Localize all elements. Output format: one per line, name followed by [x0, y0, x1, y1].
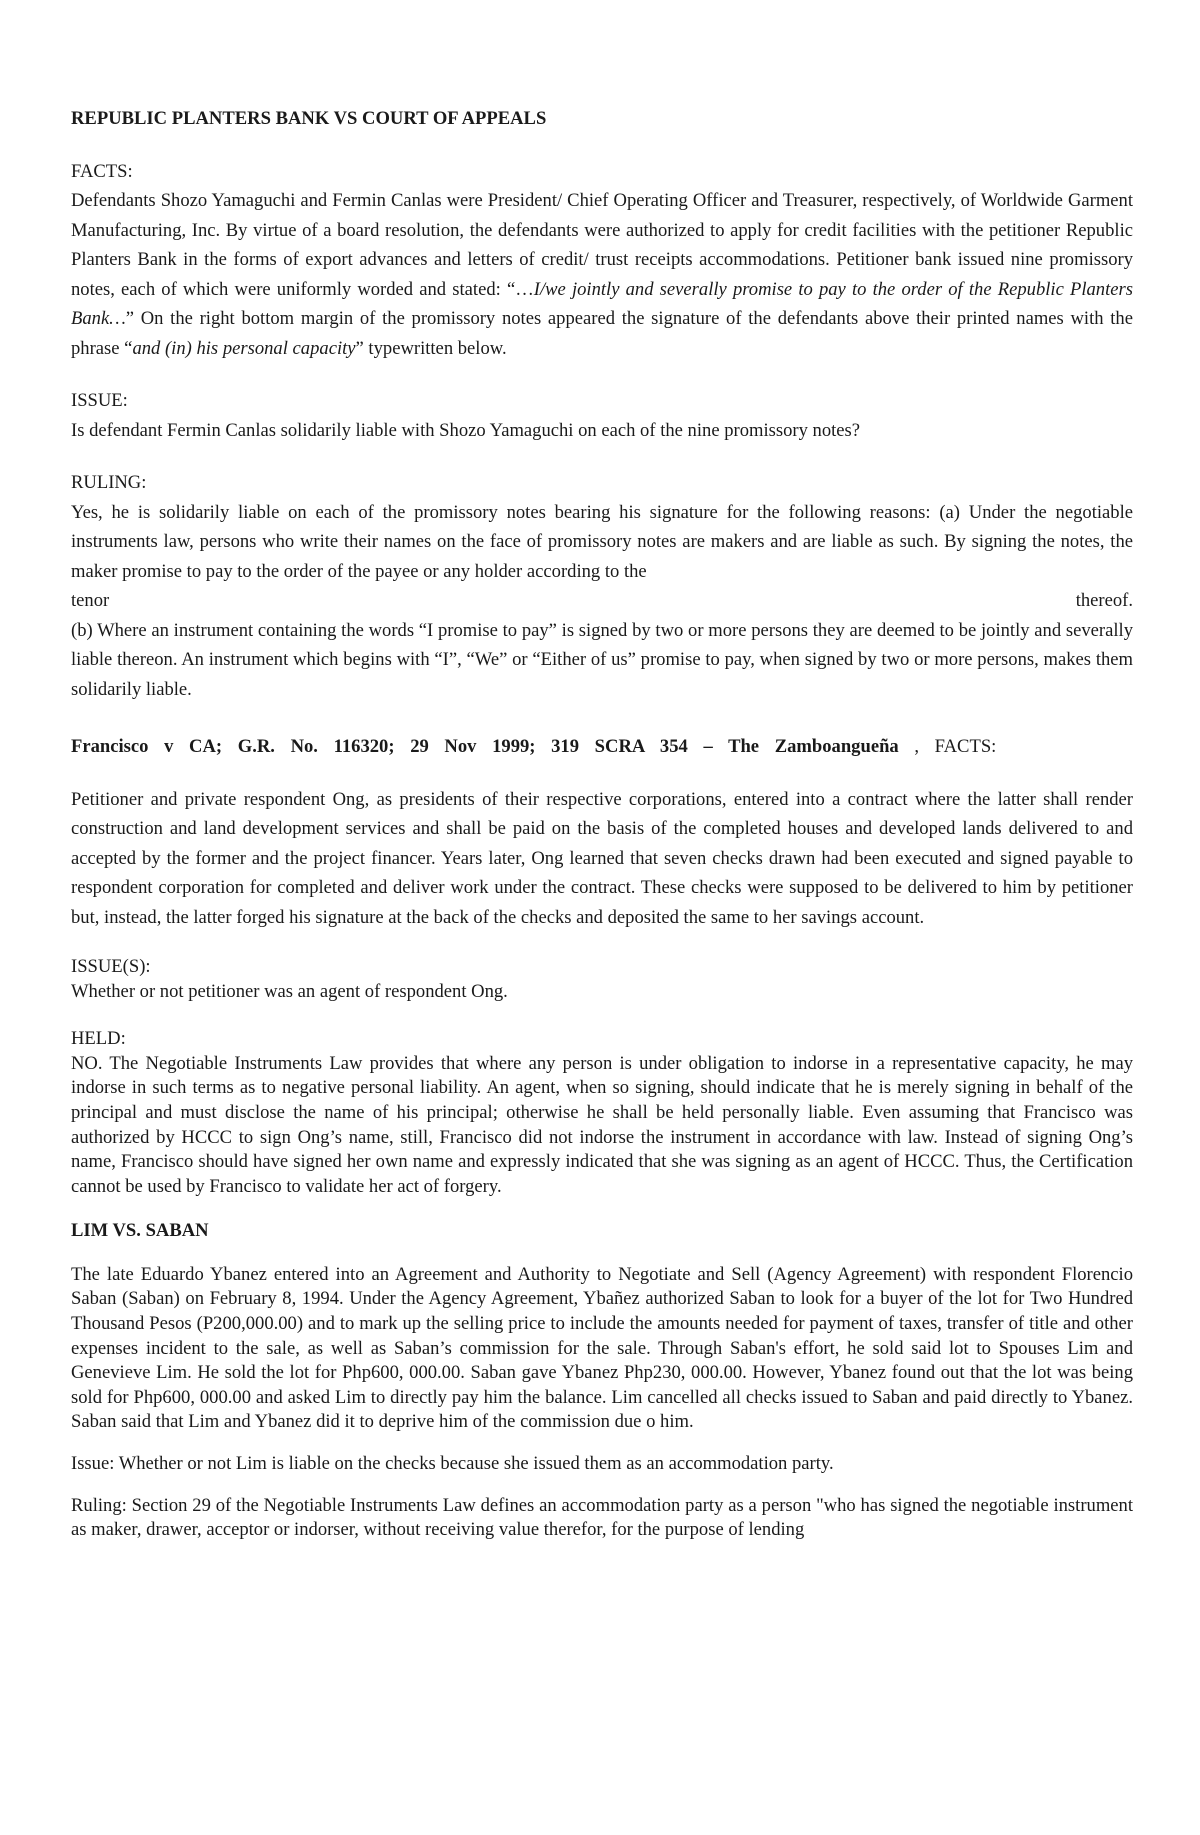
case1-issue-text: Is defendant Fermin Canlas solidarily liable with Shozo Yamaguchi on each of the nine promissory notes?	[71, 419, 861, 441]
case1-facts-text-2: ” On the right bottom margin of the promissory notes appeared the signature of the defendants above their printed names with the phrase “	[71, 308, 1133, 359]
case2-held-block	[71, 1027, 1133, 1199]
case1-title: REPUBLIC PLANTERS BANK VS COURT OF APPEALS	[71, 108, 547, 129]
spacer	[71, 1199, 1133, 1216]
case3-issue-text: Issue: Whether or not Lim is liable on the checks because she issued them as an accommodation party.	[71, 1453, 834, 1474]
case1-ruling-label: RULING:	[71, 472, 147, 493]
case1-ruling-text-1: Yes, he is solidarily liable on each of the promissory notes bearing his signature for the following reasons: (a) Under the negotiable instruments law, persons who write their names on the face of promissory notes are makers and are liable as such. By signing the notes, the maker promise to pay to the order of the payee or any holder according to the	[71, 501, 1133, 582]
spacer	[71, 134, 1133, 157]
case1-issue-label: ISSUE:	[71, 390, 128, 411]
case1-facts-text-3: ” typewritten below.	[355, 337, 507, 359]
case1-ruling-word-right: thereof.	[1075, 590, 1133, 611]
case2-facts-text: Petitioner and private respondent Ong, as presidents of their respective corporations, entered into a contract where the latter shall render construction and land development services and shall be paid on the basis of the completed houses and developed lands delivered to and accepted by the former and the project financer. Years later, Ong learned that seven checks drawn had been executed and signed payable to respondent corporation for completed and deliver work under the contract. These checks were supposed to be delivered to him by petitioner but, instead, the latter forged his signature at the back of the checks and deposited the same to her savings account.	[71, 788, 1133, 928]
case2-issue-block	[71, 955, 1133, 1004]
case1-facts-text-1: Defendants Shozo Yamaguchi and Fermin Canlas were President/ Chief Operating Officer and Treasurer, respectively, of Worldwide Garment Manufacturing, Inc. By virtue of a board resolution, the defendants were authorized to apply for credit facilities with the petitioner Republic Planters Bank in the forms of export advances and letters of credit/ trust receipts accommodations. Petitioner bank issued nine promissory notes, each of which were uniformly worded and stated: “…	[71, 190, 1133, 300]
case2-heading	[71, 732, 1133, 762]
case1-ruling-text-2: (b) Where an instrument containing the words “I promise to pay” is signed by two or more persons they are deemed to be jointly and severally liable thereon. An instrument which begins with “I”, “We” or “Either of us” promise to pay, when signed by two or more persons, makes them solidarily liable.	[71, 619, 1133, 700]
spacer	[71, 1004, 1133, 1027]
spacer	[71, 762, 1133, 785]
spacer	[71, 1477, 1133, 1494]
spacer	[71, 363, 1133, 386]
case2-title-suffix: , FACTS:	[914, 736, 997, 757]
spacer	[71, 1246, 1133, 1263]
case1-facts-paragraph	[71, 186, 1133, 363]
case2-held-text: NO. The Negotiable Instruments Law provides that where any person is under obligation to indorse in a representative capacity, he may indorse in such terms as to negative personal liability. An agent, when so signing, should indicate that he is merely signing in behalf of the principal and must disclose the name of his principal; otherwise he shall be held personally liable. Even assuming that Francisco was authorized by HCCC to sign Ong’s name, still, Francisco did not indorse the instrument in accordance with law. Instead of signing Ong’s name, Francisco should have signed her own name and expressly indicated that she was signing as an agent of HCCC. Thus, the Certification cannot be used by Francisco to validate her act of forgery.	[71, 1052, 1133, 1197]
case1-facts-quote-1: I/we jointly and severally promise to pay to the order of the Republic Planters Bank…	[71, 278, 1133, 329]
case1-ruling-split-line	[71, 586, 1133, 616]
case2-issue-label: ISSUE(S):	[71, 956, 151, 977]
case3-facts-text: The late Eduardo Ybanez entered into an Agreement and Authority to Negotiate and Sell (Agency Agreement) with respondent Florencio Saban (Saban) on February 8, 1994. Under the Agency Agreement, Ybañez authorized Saban to look for a buyer of the lot for Two Hundred Thousand Pesos (P200,000.00) and to mark up the selling price to include the amounts needed for payment of taxes, transfer of title and other expenses incident to the sale, as well as Saban’s commission for the sale. Through Saban's effort, he sold said lot to Spouses Lim and Genevieve Lim. He sold the lot for Php600, 000.00. Saban gave Ybanez Php230, 000.00. However, Ybanez found out that the lot was being sold for Php600, 000.00 and asked Lim to directly pay him the balance. Lim cancelled all checks issued to Saban and paid directly to Ybanez. Saban said that Lim and Ybanez did it to deprive him of the commission due o him.	[71, 1263, 1133, 1433]
case3-body	[71, 1263, 1133, 1543]
case2-title: Francisco v CA; G.R. No. 116320; 29 Nov 1999; 319 SCRA 354 – The Zamboangueña	[71, 736, 899, 757]
case2-held-label: HELD:	[71, 1028, 126, 1050]
spacer	[71, 1435, 1133, 1452]
spacer	[71, 704, 1133, 732]
spacer	[71, 445, 1133, 468]
case3-ruling-text: Ruling: Section 29 of the Negotiable Instruments Law defines an accommodation party as a person "who has signed the negotiable instrument as maker, drawer, acceptor or indorser, without receiving value therefor, for the purpose of lending	[71, 1494, 1133, 1541]
case1-facts-quote-2: and (in) his personal capacity	[132, 337, 356, 359]
spacer	[71, 932, 1133, 955]
case1-ruling-word-left: tenor	[71, 590, 110, 611]
case1-facts-label: FACTS:	[71, 160, 133, 182]
case3-title: LIM VS. SABAN	[71, 1220, 209, 1242]
case2-issue-text: Whether or not petitioner was an agent of respondent Ong.	[71, 980, 508, 1002]
